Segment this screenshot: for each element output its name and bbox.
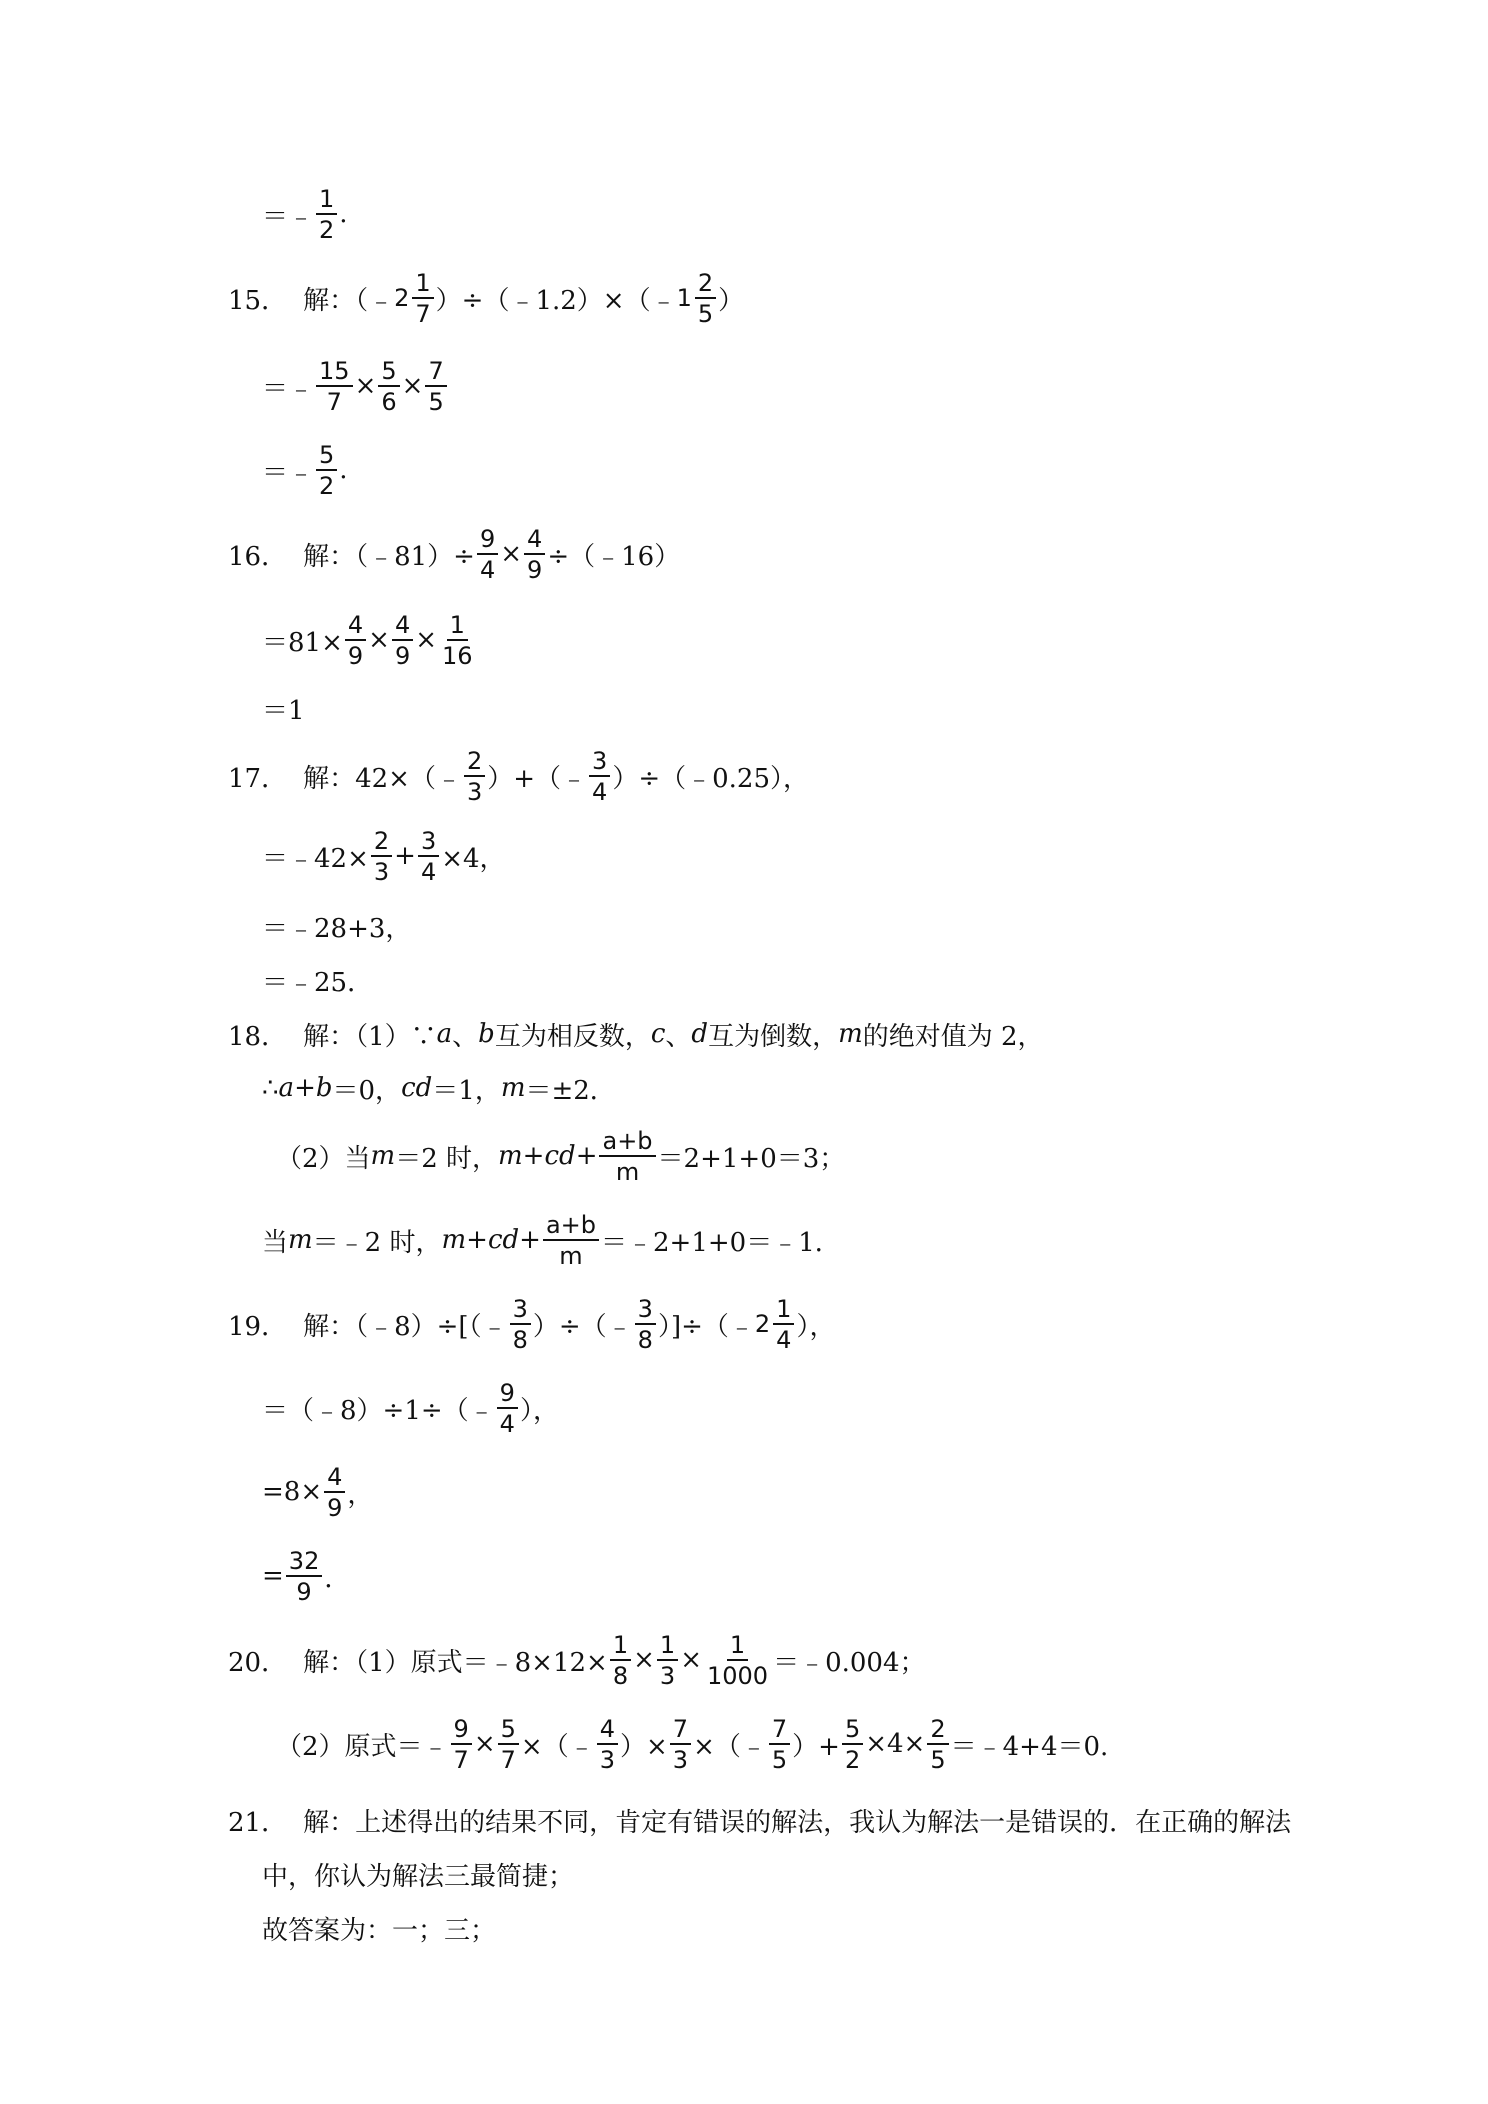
text: ，: [347, 1479, 374, 1510]
variable: cd: [544, 1141, 576, 1171]
denominator: 16: [442, 641, 473, 670]
solution-line: [262, 1058, 616, 1118]
fraction: [439, 610, 476, 670]
solution-line: [276, 1126, 845, 1186]
denominator: 4: [499, 1409, 515, 1438]
problem-number: 21．: [228, 1807, 288, 1838]
problem-number: 16．: [228, 541, 288, 572]
solution-line: [262, 950, 373, 1010]
problem-number: 19．: [228, 1311, 288, 1342]
text: ＝2 时，: [395, 1143, 499, 1174]
fraction: [695, 268, 716, 328]
denominator: m: [559, 1241, 583, 1270]
solution-line: [262, 678, 305, 738]
denominator: 5: [930, 1745, 946, 1774]
problem-18: [228, 1004, 1044, 1064]
text: ）÷（﹣0.25），: [612, 763, 810, 794]
mixed-number: [676, 268, 719, 328]
text: 解：（﹣81）÷: [303, 541, 475, 572]
fraction: [371, 826, 392, 886]
numerator: 7: [670, 1717, 691, 1745]
solution-line: [262, 1210, 841, 1270]
text: 互为相反数，: [494, 1021, 651, 1052]
variable: m: [441, 1225, 467, 1255]
fraction: [392, 610, 413, 670]
numerator: 2: [464, 749, 485, 777]
denominator: 7: [415, 299, 431, 328]
numerator: 1: [412, 271, 433, 299]
denominator: 4: [420, 857, 437, 886]
text: ＝1: [262, 695, 305, 726]
text: 当: [262, 1227, 289, 1258]
fraction: [610, 1630, 631, 1690]
text: .: [339, 455, 348, 485]
text: ）: [718, 285, 745, 316]
text: ×4×: [865, 1729, 926, 1759]
variable: a: [436, 1019, 453, 1049]
numerator: 2: [927, 1717, 948, 1745]
text: ）+: [792, 1731, 840, 1762]
numerator: 5: [378, 359, 399, 387]
text: ×（﹣: [520, 1731, 595, 1762]
text: ＝±2．: [525, 1075, 616, 1106]
text: （2）当: [276, 1143, 371, 1174]
denominator: 5: [697, 299, 714, 328]
text: ＝2+1+0＝3；: [657, 1143, 846, 1174]
text: ×4，: [441, 843, 506, 874]
fraction: [412, 268, 433, 328]
text: ＝﹣28+3，: [262, 913, 412, 944]
numerator: 4: [597, 1717, 618, 1745]
numerator: 1: [657, 1633, 678, 1661]
numerator: 9: [497, 1381, 518, 1409]
operator: ×: [354, 371, 377, 401]
problem-17: [228, 746, 809, 806]
text: ）]÷（﹣: [657, 1311, 755, 1342]
fraction: [769, 1714, 790, 1774]
numerator: 3: [635, 1297, 656, 1325]
fraction: [773, 1294, 794, 1354]
text: ＝1，: [432, 1075, 501, 1106]
text: +: [522, 1141, 545, 1171]
text: =8×: [262, 1477, 323, 1507]
variable: a: [278, 1073, 295, 1103]
variable: b: [478, 1019, 495, 1049]
solution-line: [262, 184, 348, 244]
denominator: 9: [296, 1577, 312, 1606]
fraction: [670, 1714, 691, 1774]
solution-line: [262, 1462, 373, 1522]
numerator: a+b: [543, 1213, 599, 1241]
solution-line: [262, 896, 411, 956]
problem-16: [228, 524, 680, 584]
text: ）÷（﹣1.2）×（﹣: [435, 285, 677, 316]
denominator: 2: [319, 215, 335, 244]
text: =: [262, 1561, 284, 1591]
text: 的绝对值为 2，: [862, 1021, 1044, 1052]
text: 解：上述得出的结果不同，肯定有错误的解法，我认为解法一是错误的．在正确的解法: [303, 1807, 1292, 1838]
text: 解：（﹣: [303, 285, 395, 316]
denominator: 3: [599, 1745, 615, 1774]
fraction: [842, 1714, 863, 1774]
numerator: a+b: [599, 1129, 655, 1157]
text: 解：（1）∵: [303, 1021, 437, 1052]
operator: ×: [368, 625, 390, 655]
fraction: [477, 524, 498, 584]
text: ＝﹣2 时，: [312, 1227, 442, 1258]
numerator: 5: [498, 1717, 519, 1745]
solution-line: [276, 1714, 1108, 1774]
problem-19: [228, 1294, 835, 1354]
variable: m: [838, 1019, 863, 1049]
fraction: [524, 524, 545, 584]
variable: cd: [487, 1225, 520, 1255]
text: +: [575, 1141, 598, 1171]
denominator: 9: [527, 555, 543, 584]
numerator: 1: [316, 187, 337, 215]
fraction: [286, 1546, 323, 1606]
numerator: 32: [286, 1549, 323, 1577]
denominator: m: [615, 1157, 640, 1186]
text: ），: [519, 1395, 559, 1426]
solution-line: [262, 440, 348, 500]
operator: +: [394, 841, 416, 871]
fraction: [425, 356, 446, 416]
fraction: [464, 746, 485, 806]
numerator: 9: [451, 1717, 472, 1745]
solution-line: [262, 826, 506, 886]
numerator: 4: [324, 1465, 345, 1493]
variable: b: [315, 1073, 333, 1103]
text: ＝﹣25．: [262, 967, 374, 998]
problem-number: 15．: [228, 285, 288, 316]
denominator: 6: [381, 387, 397, 416]
solution-line: [262, 356, 449, 416]
text: 中，你认为解法三最简捷；: [262, 1861, 575, 1892]
variable: m: [500, 1073, 526, 1103]
denominator: 1000: [707, 1661, 769, 1690]
denominator: 3: [672, 1745, 689, 1774]
denominator: 3: [659, 1661, 676, 1690]
text: 、: [452, 1021, 479, 1052]
text: +: [294, 1073, 316, 1103]
fraction: [510, 1294, 531, 1354]
text: ＝81×: [262, 627, 343, 658]
text: 互为倒数，: [708, 1021, 839, 1052]
solution-line: [262, 1844, 574, 1904]
denominator: 7: [500, 1745, 516, 1774]
text: ＝﹣0.004；: [773, 1647, 926, 1678]
operator: ×: [680, 1645, 702, 1675]
operator: ×: [633, 1645, 655, 1675]
text: ∴: [262, 1073, 279, 1103]
fraction: [927, 1714, 948, 1774]
fraction: [316, 440, 337, 500]
numerator: 4: [392, 613, 413, 641]
fraction: [657, 1630, 678, 1690]
text: +: [466, 1225, 488, 1255]
denominator: 8: [512, 1325, 528, 1354]
text: ．: [324, 1563, 351, 1594]
text: ＝0，: [332, 1075, 402, 1106]
denominator: 8: [637, 1325, 653, 1354]
text: ＝（﹣8）÷1÷（﹣: [262, 1395, 495, 1426]
numerator: 2: [695, 271, 716, 299]
numerator: 7: [425, 359, 446, 387]
text: 解：（﹣8）÷[（﹣: [303, 1311, 508, 1342]
denominator: 2: [844, 1745, 861, 1774]
text: 、: [665, 1021, 692, 1052]
denominator: 3: [373, 857, 390, 886]
fraction: [599, 1126, 655, 1186]
numerator: 2: [371, 829, 392, 857]
operator: ×: [500, 539, 523, 569]
numerator: 3: [510, 1297, 531, 1325]
fraction: [316, 184, 337, 244]
fraction: [497, 1378, 518, 1438]
numerator: 5: [842, 1717, 863, 1745]
problem-number: 17．: [228, 763, 288, 794]
solution-line: [262, 1898, 496, 1958]
denominator: 4: [592, 777, 608, 806]
text: （2）原式＝﹣: [276, 1731, 449, 1762]
fraction: [635, 1294, 656, 1354]
text: 故答案为：一；三；: [262, 1915, 497, 1946]
text: ）+（﹣: [487, 763, 588, 794]
denominator: 5: [428, 387, 444, 416]
fraction: [451, 1714, 472, 1774]
text: 解：42×（﹣: [303, 763, 462, 794]
fraction: [345, 610, 366, 670]
text: ），: [796, 1311, 836, 1342]
problem-number: 18．: [228, 1021, 288, 1052]
text: ÷（﹣16）: [547, 541, 681, 572]
text: ＝﹣: [262, 457, 315, 488]
whole: 2: [394, 284, 410, 312]
denominator: 2: [319, 471, 335, 500]
denominator: 9: [327, 1493, 343, 1522]
numerator: 7: [769, 1717, 790, 1745]
text: ＝﹣2+1+0＝﹣1．: [601, 1227, 841, 1258]
denominator: 5: [771, 1745, 788, 1774]
variable: m: [370, 1141, 396, 1171]
text: 解：（1）原式＝﹣8×12×: [303, 1647, 608, 1678]
variable: d: [691, 1019, 709, 1049]
numerator: 1: [447, 613, 468, 641]
mixed-number: [754, 1294, 797, 1354]
denominator: 7: [453, 1745, 469, 1774]
fraction: [704, 1630, 771, 1690]
text: .: [339, 199, 348, 229]
numerator: 1: [773, 1297, 794, 1325]
text: +: [519, 1225, 541, 1255]
fraction: [498, 1714, 519, 1774]
whole: 1: [676, 284, 692, 312]
variable: c: [650, 1019, 666, 1049]
denominator: 7: [326, 387, 342, 416]
denominator: 4: [776, 1325, 792, 1354]
fraction: [597, 1714, 618, 1774]
problem-20: [228, 1630, 926, 1690]
fraction: [378, 356, 399, 416]
denominator: 4: [479, 555, 496, 584]
denominator: 3: [466, 777, 483, 806]
fraction: [418, 826, 439, 886]
variable: m: [288, 1225, 313, 1255]
text: ＝﹣: [262, 201, 315, 232]
numerator: 1: [727, 1633, 748, 1661]
fraction: [316, 356, 353, 416]
variable: cd: [401, 1073, 433, 1103]
fraction: [543, 1210, 599, 1270]
solution-line: [262, 610, 478, 670]
denominator: 9: [347, 641, 364, 670]
numerator: 3: [418, 829, 439, 857]
variable: m: [498, 1141, 523, 1171]
numerator: 3: [589, 749, 610, 777]
text: ＝﹣: [262, 373, 315, 404]
denominator: 8: [612, 1661, 629, 1690]
solution-line: [262, 1546, 350, 1606]
numerator: 15: [316, 359, 353, 387]
text: ＝﹣4+4＝0.: [950, 1731, 1109, 1762]
operator: ×: [415, 625, 438, 655]
denominator: 9: [394, 641, 411, 670]
text: ×（﹣: [693, 1731, 767, 1762]
solution-line: [262, 1378, 559, 1438]
numerator: 1: [610, 1633, 631, 1661]
fraction: [324, 1462, 345, 1522]
whole: 2: [754, 1310, 771, 1338]
problem-21: [228, 1790, 1291, 1850]
text: ＝﹣42×: [262, 843, 369, 874]
mixed-number: [394, 268, 436, 328]
text: ）÷（﹣: [532, 1311, 633, 1342]
operator: ×: [401, 371, 424, 401]
operator: ×: [473, 1729, 496, 1759]
text: ）×: [619, 1731, 668, 1762]
numerator: 4: [524, 527, 545, 555]
numerator: 5: [316, 443, 337, 471]
problem-number: 20．: [228, 1647, 288, 1678]
numerator: 9: [477, 527, 498, 555]
problem-15: [228, 268, 744, 328]
fraction: [589, 746, 610, 806]
numerator: 4: [345, 613, 366, 641]
